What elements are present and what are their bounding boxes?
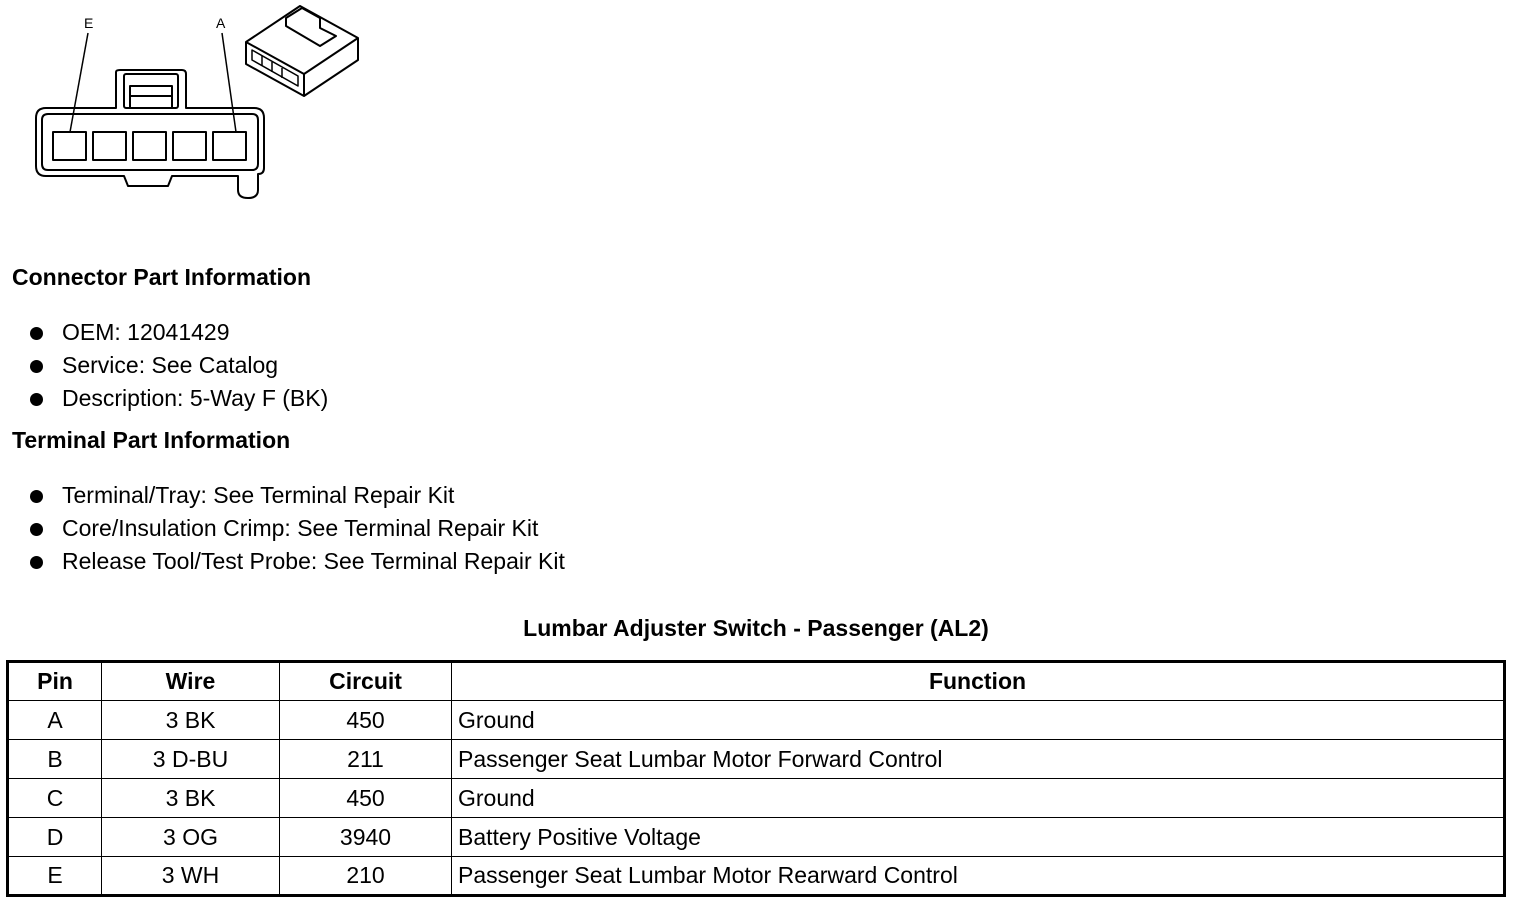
pin-table (6, 660, 1506, 897)
table-row (8, 701, 1505, 740)
cell-circuit: 211 (280, 740, 452, 779)
cell-wire: 3 OG (102, 818, 280, 857)
cell-pin: B (8, 740, 102, 779)
table-header-row (8, 662, 1505, 701)
cell-function: Ground (452, 701, 1505, 740)
cell-circuit: 450 (280, 701, 452, 740)
list-item: OEM: 12041429 (30, 316, 328, 349)
connector-isometric-view (246, 6, 358, 96)
column-header-wire: Wire (102, 662, 280, 701)
connector-diagram (0, 0, 380, 210)
cell-function: Passenger Seat Lumbar Motor Rearward Control (452, 857, 1505, 896)
cell-pin: C (8, 779, 102, 818)
pin-label-e: E (84, 15, 94, 31)
cell-circuit: 3940 (280, 818, 452, 857)
cavity-c (133, 132, 166, 160)
cavity-d (93, 132, 126, 160)
list-item: Core/Insulation Crimp: See Terminal Repair Kit (30, 512, 565, 545)
column-header-function: Function (452, 662, 1505, 701)
table-title: Lumbar Adjuster Switch - Passenger (AL2) (523, 615, 989, 641)
list-item: Release Tool/Test Probe: See Terminal Repair Kit (30, 545, 565, 578)
list-item: Terminal/Tray: See Terminal Repair Kit (30, 479, 565, 512)
cell-wire: 3 BK (102, 779, 280, 818)
table-row (8, 779, 1505, 818)
column-header-pin: Pin (8, 662, 102, 701)
cell-pin: A (8, 701, 102, 740)
cell-wire: 3 D-BU (102, 740, 280, 779)
cell-wire: 3 BK (102, 701, 280, 740)
terminal-part-heading: Terminal Part Information (12, 427, 291, 453)
cell-circuit: 210 (280, 857, 452, 896)
list-item: Description: 5-Way F (BK) (30, 382, 328, 415)
table-row (8, 740, 1505, 779)
terminal-part-list (30, 479, 565, 578)
connector-part-list (30, 316, 328, 415)
cell-pin: D (8, 818, 102, 857)
cell-function: Ground (452, 779, 1505, 818)
list-item: Service: See Catalog (30, 349, 328, 382)
cell-circuit: 450 (280, 779, 452, 818)
connector-part-heading: Connector Part Information (12, 264, 312, 290)
cell-wire: 3 WH (102, 857, 280, 896)
cell-pin: E (8, 857, 102, 896)
column-header-circuit: Circuit (280, 662, 452, 701)
cavity-b (173, 132, 206, 160)
cell-function: Battery Positive Voltage (452, 818, 1505, 857)
cell-function: Passenger Seat Lumbar Motor Forward Control (452, 740, 1505, 779)
table-row (8, 818, 1505, 857)
cavity-e (53, 132, 86, 160)
table-row (8, 857, 1505, 896)
pin-label-a: A (216, 15, 226, 31)
cavity-a (213, 132, 246, 160)
